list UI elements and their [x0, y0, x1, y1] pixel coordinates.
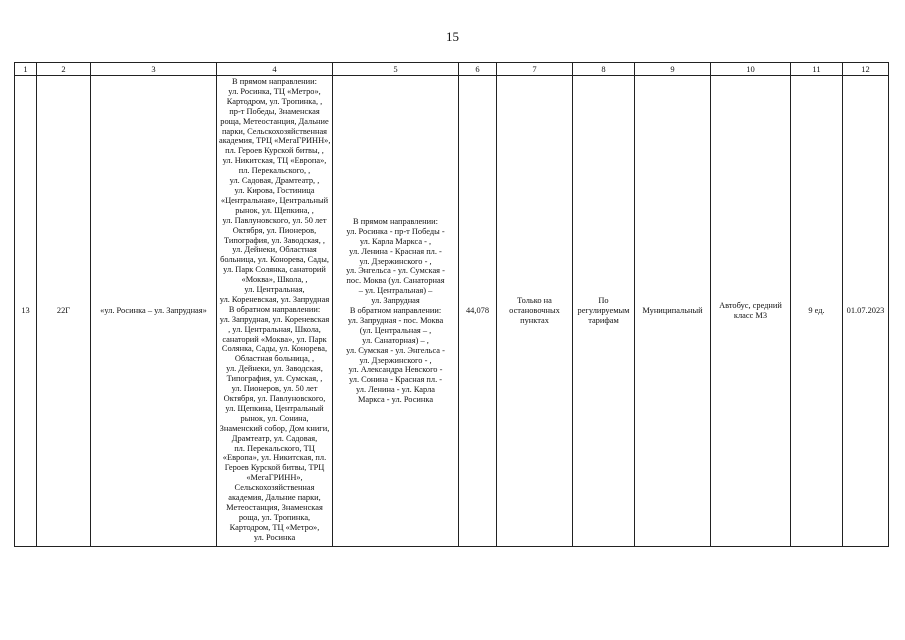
page-number: 15: [446, 29, 459, 44]
cell-line: ул. Запрудная - пос. Моква: [347, 315, 444, 325]
cell-line: ул. Санаторная) – ,: [362, 335, 429, 345]
cell-line: ул. Центральная,: [244, 285, 305, 295]
cell-line: роща, Метеостанция, Дальние: [220, 116, 329, 126]
vehicle-class: Автобус, средний класс М3: [711, 76, 791, 547]
cell-line: «Европа», ул. Никитская, пл.: [222, 453, 327, 463]
header-cell: 1: [15, 63, 37, 76]
cell-line: , ул. Центральная, Школа,: [228, 324, 321, 334]
cell-line: пл. Перекальского, ,: [238, 166, 311, 176]
cell-line: рынок, ул. Сонина,: [240, 413, 309, 423]
cell-line: Октября, ул. Пионеров,: [232, 225, 317, 235]
header-cell: 11: [791, 63, 843, 76]
cell-line: ул. Дзержинского - ,: [359, 355, 432, 365]
header-cell: 2: [37, 63, 91, 76]
cell-line: Типография, ул. Заводская, ,: [223, 235, 326, 245]
routes-table: [14, 62, 889, 547]
cell-line: пл. Перекальского, ТЦ: [234, 443, 315, 453]
cell-line: Картодром, ТЦ «Метро»,: [229, 522, 320, 532]
cell-line: ул. Щепкина, Центральный: [225, 403, 324, 413]
header-cell: 5: [333, 63, 459, 76]
header-cell: 4: [217, 63, 333, 76]
cell-line: ул. Карла Маркса - ,: [359, 236, 432, 246]
cell-line: В прямом направлении:: [232, 77, 317, 86]
cell-line: ул. Садовая, Драмтеатр, ,: [229, 176, 320, 186]
cell-line: роща, ул. Тропинка,: [238, 512, 311, 522]
cell-line: ул. Энгельса - ул. Сумская -: [346, 266, 445, 276]
cell-line: академия, ТРЦ «МегаГРИНН»,: [219, 136, 331, 146]
cell-line: «Центральная», Центральный: [220, 195, 329, 205]
cell-line: ул. Пионеров, ул. 50 лет: [231, 384, 318, 394]
header-cell: 12: [843, 63, 889, 76]
cell-line: ул. Ленина - ул. Карла: [355, 385, 436, 395]
header-row: [15, 63, 889, 76]
cell-line: ул. Павлуновского, ул. 50 лет: [222, 215, 327, 225]
cell-line: ул. Дейнеки, Областная: [232, 245, 317, 255]
cell-line: Драмтеатр, ул. Садовая,: [231, 433, 318, 443]
route-number: 22Г: [37, 76, 91, 547]
cell-line: ул. Сонина - Красная пл. -: [348, 375, 443, 385]
cell-line: Героев Курской битвы, ТРЦ: [224, 463, 325, 473]
vehicle-count: 9 ед.: [791, 76, 843, 547]
cell-line: ул. Запрудная, ул. Кореневская: [219, 314, 330, 324]
cell-line: академия, Дальние парки,: [228, 493, 321, 503]
cell-line: ул. Росинка: [253, 532, 296, 542]
cell-line: «Моква», Школа, ,: [241, 275, 308, 285]
cell-line: пр-т Победы, Знаменская: [229, 106, 320, 116]
cell-line: ул. Александра Невского -: [348, 365, 443, 375]
cell-line: Типография, ул. Сумская, ,: [226, 374, 323, 384]
cell-line: Знаменский собор, Дом книги,: [219, 423, 330, 433]
header-cell: 10: [711, 63, 791, 76]
cell-line: ул. Запрудная: [371, 296, 420, 306]
row-number: 13: [15, 76, 37, 547]
cell-line: В прямом направлении:: [353, 216, 438, 226]
cell-line: ул. Сумская - ул. Энгельса -: [346, 345, 445, 355]
cell-line: В обратном направлении:: [228, 304, 321, 314]
streets-path: [333, 76, 459, 547]
cell-line: пос. Моква (ул. Санаторная: [346, 276, 445, 286]
cell-line: Сельскохозяйственная: [234, 483, 315, 493]
header-cell: 7: [497, 63, 573, 76]
cell-line: Областная больница, ,: [234, 354, 315, 364]
cell-line: рынок, ул. Щепкина, ,: [235, 205, 314, 215]
table-row: [15, 76, 889, 547]
cell-line: (ул. Центральная – ,: [359, 325, 432, 335]
header-cell: 6: [459, 63, 497, 76]
cell-line: ул. Парк Солянка, санаторий: [223, 265, 326, 275]
cell-line: ул. Дейнеки, ул. Заводская,: [226, 364, 323, 374]
cell-line: Маркса - ул. Росинка: [357, 395, 434, 405]
route-length: 44,078: [459, 76, 497, 547]
cell-line: парки, Сельскохозяйственная: [221, 126, 328, 136]
cell-line: ул. Ленина - Красная пл. -: [349, 246, 442, 256]
cell-line: В обратном направлении:: [349, 306, 442, 316]
cell-line: санаторий «Моква», ул. Парк: [222, 334, 327, 344]
cell-line: ул. Кирова, Гостиница: [234, 185, 315, 195]
cell-line: пл. Героев Курской битвы, ,: [225, 146, 324, 156]
header-cell: 3: [91, 63, 217, 76]
stops-path: [217, 76, 333, 547]
carriage-type: Муниципальный: [635, 76, 711, 547]
route-name: «ул. Росинка – ул. Запрудная»: [91, 76, 217, 547]
cell-line: «МегаГРИНН»,: [246, 473, 303, 483]
cell-line: ул. Никитская, ТЦ «Европа»,: [222, 156, 327, 166]
cell-line: Октября, ул. Павлуновского,: [223, 394, 326, 403]
stop-order: Только на остановочных пунктах: [497, 76, 573, 547]
cell-line: Картодром, ул. Тропинка, ,: [226, 96, 323, 106]
cell-line: ул. Дзержинского - ,: [359, 256, 432, 266]
cell-line: ул. Кореневская, ул. Запрудная: [219, 294, 330, 304]
cell-line: Солянка, Сады, ул. Конорева,: [221, 344, 328, 354]
cell-line: ул. Росинка - пр-т Победы -: [346, 226, 445, 236]
start-date: 01.07.2023: [843, 76, 889, 547]
cell-line: Метеостанция, Знаменская: [226, 502, 323, 512]
cell-line: ул. Росинка, ТЦ «Метро»,: [228, 86, 321, 96]
header-cell: 8: [573, 63, 635, 76]
header-cell: 9: [635, 63, 711, 76]
cell-line: больница, ул. Конорева, Сады,: [220, 255, 329, 265]
tariff: По регулируемым тарифам: [573, 76, 635, 547]
cell-line: – ул. Центральная) –: [358, 286, 433, 296]
